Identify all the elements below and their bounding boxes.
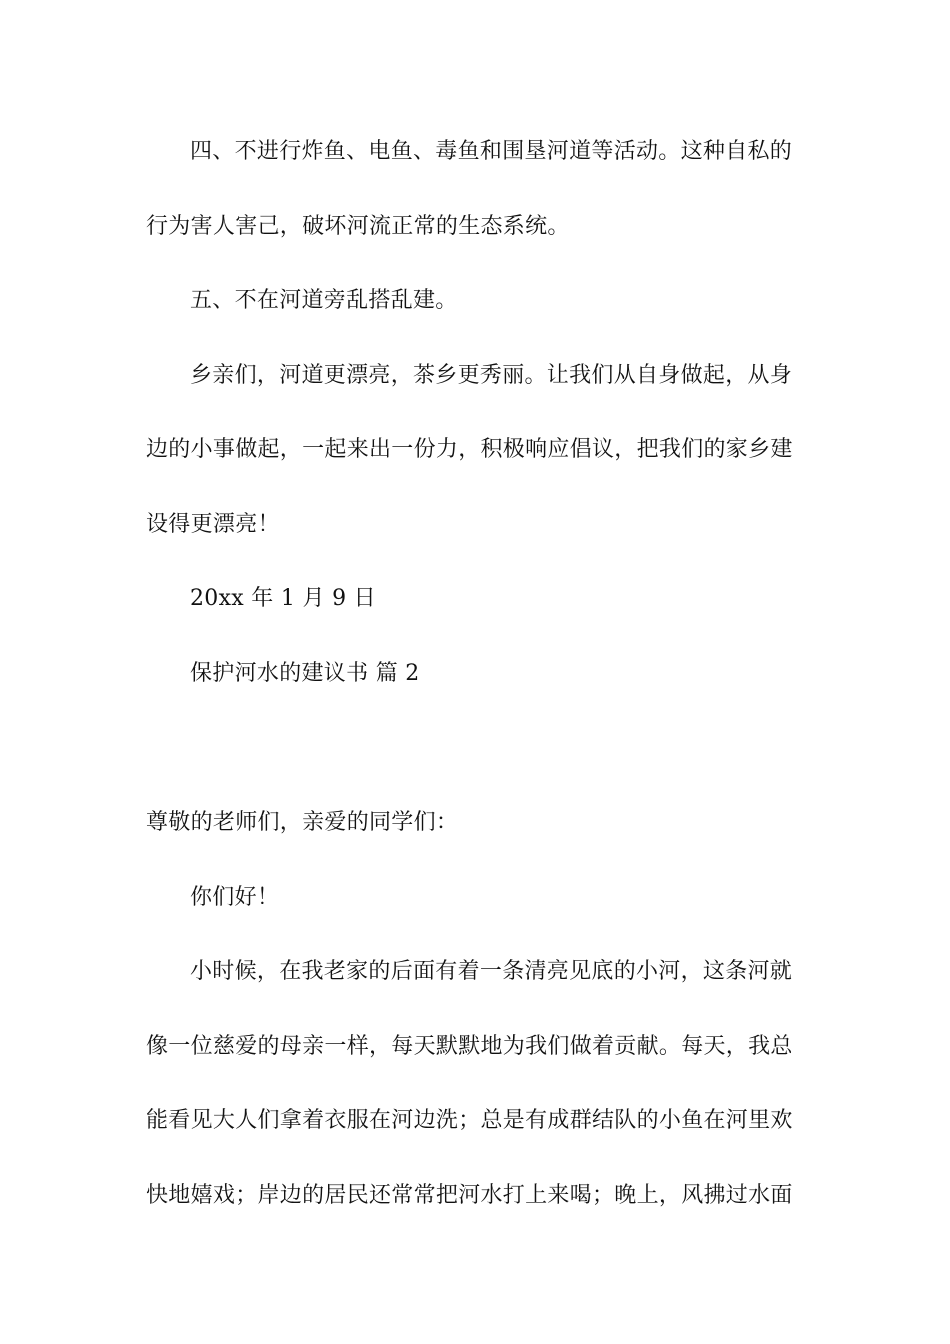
paragraph-line: 四、不进行炸鱼、电鱼、毒鱼和围垦河道等活动。这种自私的 (190, 139, 793, 164)
greeting: 你们好！ (190, 885, 280, 910)
paragraph-line: 五、不在河道旁乱搭乱建。 (190, 288, 458, 313)
paragraph-line: 乡亲们，河道更漂亮，茶乡更秀丽。让我们从自身做起，从身 (190, 363, 793, 388)
paragraph-line: 设得更漂亮！ (146, 512, 280, 537)
paragraph-line: 边的小事做起，一起来出一份力，积极响应倡议，把我们的家乡建 (146, 437, 793, 462)
paragraph-line: 行为害人害己，破坏河流正常的生态系统。 (146, 214, 570, 239)
paragraph-line: 像一位慈爱的母亲一样，每天默默地为我们做着贡献。每天，我总 (146, 1034, 793, 1059)
paragraph-line: 能看见大人们拿着衣服在河边洗；总是有成群结队的小鱼在河里欢 (146, 1108, 793, 1133)
section-title: 保护河水的建议书 篇 2 (190, 661, 420, 686)
salutation: 尊敬的老师们，亲爱的同学们： (146, 810, 459, 835)
paragraph-line: 小时候，在我老家的后面有着一条清亮见底的小河，这条河就 (190, 959, 793, 984)
paragraph-line: 快地嬉戏；岸边的居民还常常把河水打上来喝；晚上，风拂过水面 (146, 1183, 793, 1208)
date-line: 20xx 年 1 月 9 日 (190, 586, 376, 611)
